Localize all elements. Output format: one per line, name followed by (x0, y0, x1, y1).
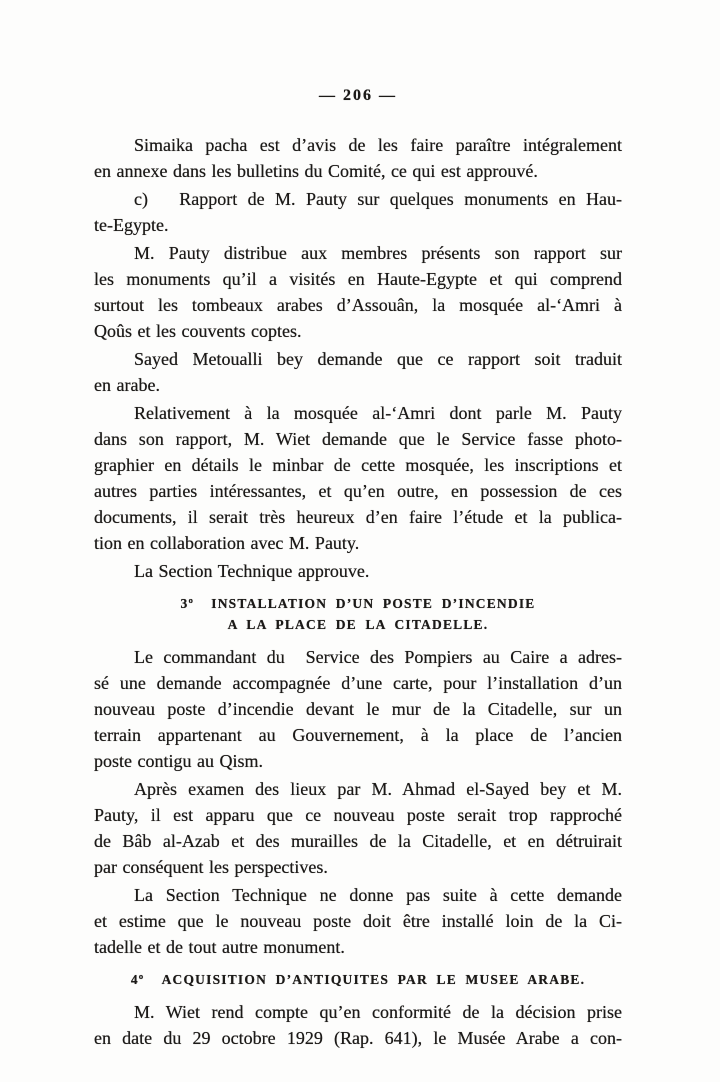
paragraph (94, 186, 622, 238)
text-line: en arabe. (94, 375, 160, 395)
paragraph (94, 776, 622, 880)
text-line: Simaika pacha est d’avis de les faire paraître intégralement (134, 135, 622, 155)
text-line: La Section Technique ne donne pas suite à cette demande (134, 885, 622, 905)
text-line: tadelle et de tout autre monument. (94, 937, 345, 957)
heading-line: A LA PLACE DE LA CITADELLE. (227, 617, 489, 632)
paragraph (94, 240, 622, 344)
text-line: dans son rapport, M. Wiet demande que le Service fasse photo- (94, 429, 622, 449)
text-line: documents, il serait très heureux d’en faire l’étude et la publica- (94, 507, 622, 527)
text-line: poste contigu au Qism. (94, 751, 263, 771)
document-body (94, 132, 622, 1051)
text-line: Sayed Metoualli bey demande que ce rapport soit traduit (134, 349, 622, 369)
paragraph (94, 999, 622, 1051)
text-line: par conséquent les perspectives. (94, 857, 328, 877)
text-line: terrain appartenant au Gouvernement, à la place de l’ancien (94, 725, 622, 745)
text-column (94, 86, 622, 1053)
paragraph (94, 882, 622, 960)
text-line: et estime que le nouveau poste doit être installé loin de la Ci- (94, 911, 622, 931)
text-line: Le commandant du Service des Pompiers au Caire a adres- (134, 647, 622, 667)
paragraph (94, 558, 622, 584)
text-line: nouveau poste d’incendie devant le mur de la Citadelle, sur un (94, 699, 622, 719)
paragraph (94, 400, 622, 556)
heading-line: 3º INSTALLATION D’UN POSTE D’INCENDIE (180, 596, 536, 611)
paragraph (94, 132, 622, 184)
text-line: tion en collaboration avec M. Pauty. (94, 533, 360, 553)
section-heading (94, 593, 622, 635)
text-line: Après examen des lieux par M. Ahmad el-Sayed bey et M. (134, 779, 622, 799)
text-line: La Section Technique approuve. (134, 561, 370, 581)
text-line: en date du 29 octobre 1929 (Rap. 641), le Musée Arabe a con- (94, 1028, 622, 1048)
heading-line: 4º ACQUISITION D’ANTIQUITES PAR LE MUSEE ARABE. (130, 972, 586, 987)
text-line: graphier en détails le minbar de cette mosquée, les inscriptions et (94, 455, 622, 475)
text-line: sé une demande accompagnée d’une carte, pour l’installation d’un (94, 673, 622, 693)
text-line: c) Rapport de M. Pauty sur quelques monuments en Hau- (134, 189, 622, 209)
text-line: M. Pauty distribue aux membres présents son rapport sur (134, 243, 622, 263)
section-heading (94, 969, 622, 990)
text-line: te-Egypte. (94, 215, 169, 235)
page-number: — 206 — (319, 87, 397, 104)
text-line: les monuments qu’il a visités en Haute-Egypte et qui comprend (94, 269, 622, 289)
text-line: M. Wiet rend compte qu’en conformité de la décision prise (134, 1002, 622, 1022)
text-line: Qoûs et les couvents coptes. (94, 321, 302, 341)
text-line: Pauty, il est apparu que ce nouveau poste serait trop rapproché (94, 805, 622, 825)
text-line: surtout les tombeaux arabes d’Assouân, la mosquée al-‘Amri à (94, 295, 622, 315)
text-line: de Bâb al-Azab et des murailles de la Citadelle, et en détruirait (94, 831, 622, 851)
paragraph (94, 644, 622, 774)
paragraph (94, 346, 622, 398)
text-line: en annexe dans les bulletins du Comité, ce qui est approuvé. (94, 161, 538, 181)
text-line: Relativement à la mosquée al-‘Amri dont parle M. Pauty (134, 403, 622, 423)
text-line: autres parties intéressantes, et qu’en outre, en possession de ces (94, 481, 622, 501)
